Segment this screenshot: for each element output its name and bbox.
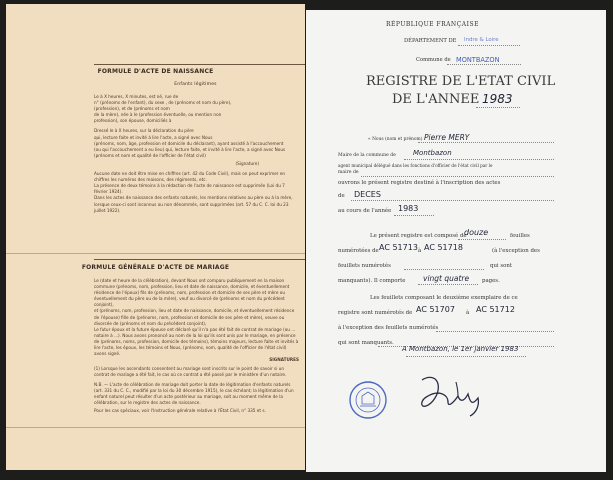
p1-line: de	[338, 193, 345, 199]
p3-line: à l'exception des feuillets numérotés	[338, 325, 439, 331]
dotted-line	[404, 269, 484, 270]
register-year: 1983	[482, 92, 513, 106]
commune-label: Commune de	[416, 57, 451, 63]
p2-line: à	[418, 248, 422, 254]
p1-line: maire de	[338, 170, 359, 175]
intro-label: « Nous (nom et prénom)	[368, 137, 423, 142]
departement-value: Indre & Loire	[464, 37, 499, 43]
from-number: AC 51713	[379, 243, 418, 252]
note: La présence de deux témoins à la rédaction de l'acte de naissance est supprimée (Loi du 7 février 1924).	[94, 183, 285, 195]
dotted-line	[394, 215, 434, 216]
p2-line: (à l'exception des	[492, 248, 540, 254]
text-line: (profession), et de (prénoms et nom	[94, 106, 170, 112]
text-line: profession), son épouse, domiciliés à	[94, 118, 172, 124]
text-line: Le futur époux et la future épouse ont déclaré qu'il n'a pas été fait de contrat de mariage (ou ... notaire à ...). Nous avons prononcé au nom de la loi qu'ils sont unis par le mariage, en présence de (prénoms, noms, profession, domicile des témoins), témoins majeurs, lecture faite et invités à lire l'acte, les époux, les témoins et Nous, (prénoms, nom, qualité de l'officier de l'état civil) avons signé.	[94, 326, 299, 357]
naissance-lines	[94, 94, 299, 214]
p3-line: registre sont numérotés de	[338, 310, 413, 316]
text-line: de la mère), née à le (profession éventuelle, ou mention non	[94, 112, 222, 118]
dotted-line	[361, 176, 554, 177]
page-count: vingt quatre	[423, 274, 470, 283]
divider	[94, 259, 305, 260]
text-line: Dressé le à X heures, sur la déclaration du père	[94, 128, 194, 134]
sheet-count: douze	[464, 228, 489, 237]
to-number-2: AC 51712	[476, 305, 515, 314]
note: Pour les cas spéciaux, voir l'Instruction générale relative à l'État Civil, n° 335 et s.	[94, 407, 266, 413]
note: Aucune date ne doit être mise en chiffres (art. 42 du Code Civil), mais on peut exprimer en chiffres les numéros des maisons, des régiments, etc.	[94, 171, 286, 183]
signatures-label: SIGNATURES	[269, 357, 299, 363]
commune-value: MONTBAZON	[456, 56, 500, 64]
right-page	[306, 10, 606, 472]
naissance-subtitle: Enfants légitimes	[174, 82, 217, 87]
dotted-line	[406, 356, 526, 357]
text-line: (ou qui l'accouchement a eu lieu) qui, lecture faite, et invité à lire l'acte, a signé avec Nous	[94, 146, 286, 152]
dotted-line	[351, 200, 554, 201]
p2-line: numérotées de	[338, 248, 379, 254]
p2-line: pages.	[482, 278, 500, 284]
from-number-2: AC 51707	[416, 305, 455, 314]
register-title: REGISTRE DE L'ETAT CIVIL	[366, 74, 556, 89]
text-line: qui, lecture faite et invité à lire l'acte, a signé avec Nous	[94, 134, 213, 140]
mariage-title: FORMULE GÉNÉRALE D'ACTE DE MARIAGE	[81, 264, 230, 271]
note: N.B. — L'acte de célébration de mariage doit porter la date de légitimation d'enfants naturels (art. 331 du C. C., modifié par la loi du 30 décembre 1915), le cas échéant; la légitimation d'un enfant naturel peut résulter d'un acte postérieur au mariage, soit au moment même de la célébration, sur le registre des actes de naissance.	[94, 381, 294, 405]
text-line: (prénoms, nom, âge, profession et domicile du déclarant), ayant assisté à l'accouchement	[94, 140, 284, 146]
dotted-line	[447, 64, 521, 65]
p1-line: Maire de la commune de	[338, 153, 396, 158]
p2-line: qui sont	[490, 263, 513, 269]
to-number: AC 51718	[424, 243, 463, 252]
place-date: A Montbazon, le 1er janvier 1983	[402, 345, 519, 353]
left-page	[6, 4, 305, 470]
republic-heading: RÉPUBLIQUE FRANÇAISE	[386, 21, 479, 28]
mayor-signature	[414, 372, 488, 418]
dotted-line	[418, 142, 554, 143]
dotted-line	[436, 331, 554, 332]
acte-type: DECES	[354, 190, 381, 199]
dotted-line	[404, 159, 554, 160]
mayor-name: Pierre MERY	[424, 133, 470, 142]
text-line: (prénoms et nom et qualité de l'officier de l'état civil)	[94, 152, 206, 158]
dotted-line	[418, 284, 478, 285]
p2-line: Le présent registre est composé de	[370, 233, 467, 239]
p2-line: feuillets numérotés	[338, 263, 391, 269]
dotted-line	[458, 45, 520, 46]
mariage-lines	[94, 278, 299, 414]
commune-handwritten: Montbazon	[413, 149, 452, 157]
text-line: Le à X heures, X minutes, est né, rue de	[94, 94, 179, 99]
divider	[94, 64, 305, 65]
naissance-title: FORMULE D'ACTE DE NAISSANCE	[97, 68, 214, 75]
departement-label: DÉPARTEMENT DE	[404, 38, 457, 44]
note: Dans les actes de naissance des enfants naturels, les mentions relatives au père ou à la mère, lorsque ceux-ci sont inconnus ou non dénommés, sont supprimées (art. 57 du C. C. loi du 23 juillet 1922).	[94, 195, 293, 213]
p1-line: au cours de l'année	[338, 208, 392, 214]
mairie-seal	[348, 380, 388, 420]
p2-line: feuilles	[510, 233, 530, 239]
signature-label: (Signature)	[235, 160, 259, 166]
register-title-line2: DE L'ANNEE	[392, 92, 480, 107]
note: (1) Lorsque les ascendants consentent au mariage sont inscrits sur le point de savoir si un contrat de mariage a été fait, le cas où ce contrat a été passé par le ministère d'un notaire.	[94, 366, 287, 378]
p1-line: ouvrons le présent registre destiné à l'inscription des actes	[338, 180, 501, 186]
text-line: et (prénoms, nom, profession, lieu et date de naissance, domicile, et éventuellement résidence de l'épouse) fille de (prénoms, nom, profession et domicile de ses père et mère), veuve ou divorcée de (prénoms et nom du précédent conjoint),	[94, 308, 295, 326]
year-handwritten: 1983	[398, 204, 419, 213]
dotted-line	[458, 239, 506, 240]
p3-line: à	[466, 310, 470, 316]
p2-line: manquants). Il comporte	[338, 278, 406, 284]
p3-line: qui sont manquants.	[338, 340, 394, 346]
dotted-line	[476, 107, 520, 108]
text-line: n° (prénoms de l'enfant), du sexe , de (prénoms et nom du père),	[94, 100, 232, 106]
divider	[6, 427, 305, 428]
p1-line: agent municipal délégué dans les fonctions d'officier de l'état civil par le	[338, 163, 493, 168]
p3-line: Les feuillets composant le deuxième exemplaire de ce	[370, 295, 518, 301]
text-line: Le (date et heure de la célébration), devant Nous ont comparu publiquement en la maison commune (prénoms, nom, profession, lieu et date de naissance, domicile, et éventuellement résidence de l'époux) fils de (prénoms, nom, profession et domicile de ses père et mère ou éventuellement du père ou de la mère), veuf ou divorcé de (prénoms et nom du précédent conjoint),	[94, 278, 290, 308]
divider	[6, 253, 305, 254]
